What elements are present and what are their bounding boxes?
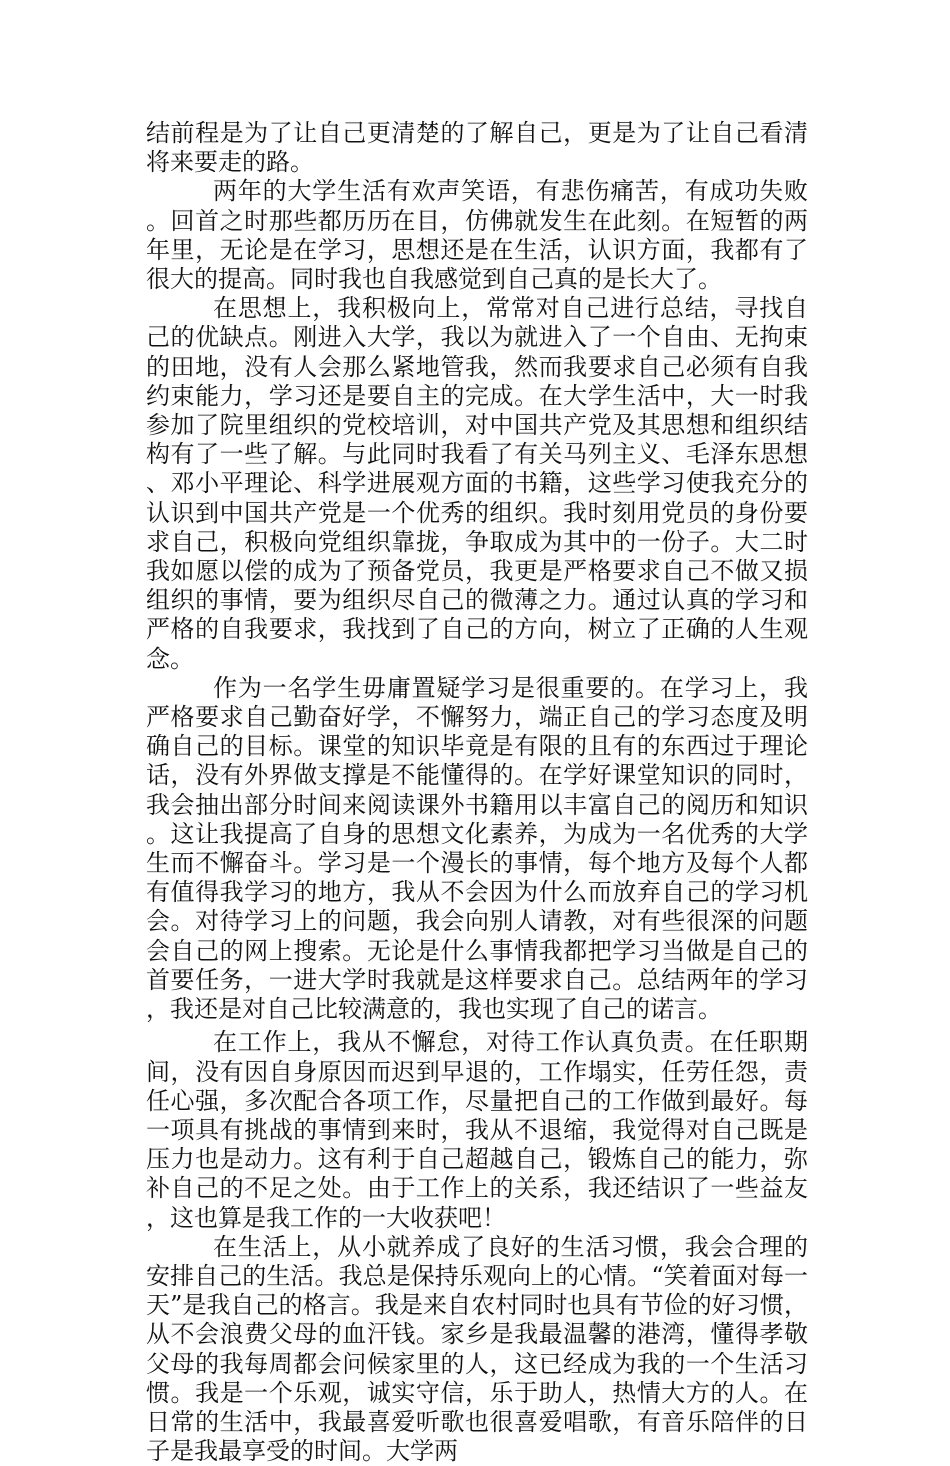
- paragraph-study: 作为一名学生毋庸置疑学习是很重要的。在学习上，我严格要求自己勤奋好学，不懈努力，端正自己的学习态度及明确自己的目标。课堂的知识毕竟是有限的且有的东西过于理论话，没有外界做支撑是不能懂得的。在学好课堂知识的同时，我会抽出部分时间来阅读课外书籍用以丰富自己的阅历和知识。这让我提高了自身的思想文化素养，为成为一名优秀的大学生而不懈奋斗。学习是一个漫长的事情，每个地方及每个人都有值得我学习的地方，我从不会因为什么而放弃自己的学习机会。对待学习上的问题，我会向别人请教，对有些很深的问题会自己的网上搜索。无论是什么事情我都把学习当做是自己的首要任务，一进大学时我就是这样要求自己。总结两年的学习，我还是对自己比较满意的，我也实现了自己的诺言。: [146, 673, 808, 1024]
- document-page: [146, 119, 808, 1466]
- paragraph-work: 在工作上，我从不懈怠，对待工作认真负责。在任职期间，没有因自身原因而迟到早退的，工作塌实，任劳任怨，责任心强，多次配合各项工作，尽量把自己的工作做到最好。每一项具有挑战的事情到来时，我从不退缩，我觉得对自己既是压力也是动力。这有利于自己超越自己，锻炼自己的能力，弥补自己的不足之处。由于工作上的关系，我还结识了一些益友，这也算是我工作的一大收获吧！: [146, 1028, 808, 1232]
- paragraph-two-years: 两年的大学生活有欢声笑语，有悲伤痛苦，有成功失败。回首之时那些都历历在目，仿佛就发生在此刻。在短暂的两年里，无论是在学习，思想还是在生活，认识方面，我都有了很大的提高。同时我也自我感觉到自己真的是长大了。: [146, 177, 808, 294]
- paragraph-intro-continuation: 结前程是为了让自己更清楚的了解自己，更是为了让自己看清将来要走的路。: [146, 119, 808, 177]
- paragraph-thought: 在思想上，我积极向上，常常对自己进行总结，寻找自己的优缺点。刚进入大学，我以为就进入了一个自由、无拘束的田地，没有人会那么紧地管我，然而我要求自己必须有自我约束能力，学习还是要自主的完成。在大学生活中，大一时我参加了院里组织的党校培训，对中国共产党及其思想和组织结构有了一些了解。与此同时我看了有关马列主义、毛泽东思想、邓小平理论、科学进展观方面的书籍，这些学习使我充分的认识到中国共产党是一个优秀的组织。我时刻用党员的身份要求自己，积极向党组织靠拢，争取成为其中的一份子。大二时我如愿以偿的成为了预备党员，我更是严格要求自己不做又损组织的事情，要为组织尽自己的微薄之力。通过认真的学习和严格的自我要求，我找到了自己的方向，树立了正确的人生观念。: [146, 294, 808, 673]
- paragraph-life: 在生活上，从小就养成了良好的生活习惯，我会合理的安排自己的生活。我总是保持乐观向上的心情。“笑着面对每一天”是我自己的格言。我是来自农村同时也具有节俭的好习惯，从不会浪费父母的血汗钱。家乡是我最温馨的港湾，懂得孝敬父母的我每周都会问候家里的人，这已经成为我的一个生活习惯。我是一个乐观，诚实守信，乐于助人，热情大方的人。在日常的生活中，我最喜爱听歌也很喜爱唱歌，有音乐陪伴的日子是我最享受的时间。大学两: [146, 1232, 808, 1466]
